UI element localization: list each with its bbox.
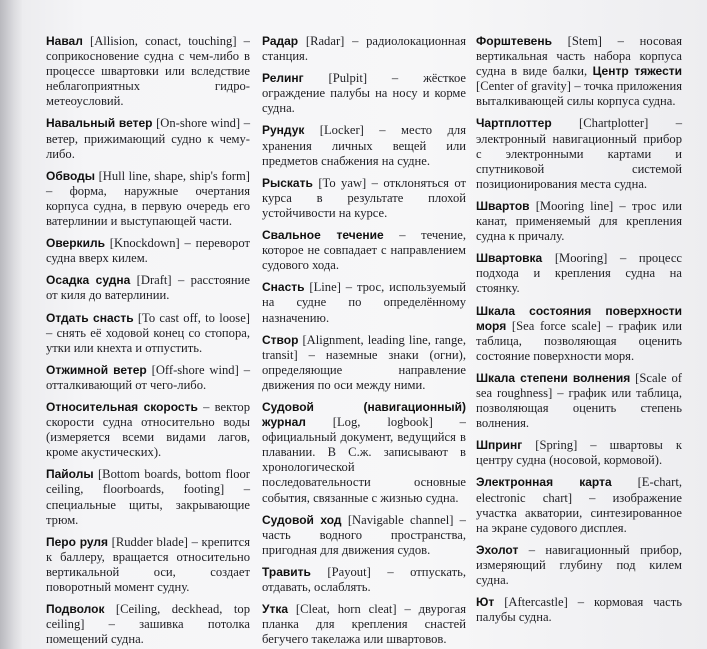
glossary-entry xyxy=(262,400,466,506)
entry-term: Рыскать xyxy=(262,175,313,190)
glossary-entry xyxy=(46,236,250,266)
entry-term: Подволок xyxy=(46,602,105,617)
glossary-entry xyxy=(262,34,466,64)
entry-definition: – отпускать, отдавать, ослаблять. xyxy=(262,564,466,594)
glossary-entry xyxy=(46,400,250,460)
entry-definition: – навигационный прибор, измеряющий глубину под килем судна. xyxy=(476,542,682,587)
entry-definition: – процесс подхода и крепления судна на стоянку. xyxy=(476,251,683,296)
entry-term: Судовой (навигационный) журнал xyxy=(262,399,466,430)
entry-definition: – форма, наружные очертания корпуса судна, в первую очередь его ватерлинии и выступающей части. xyxy=(46,183,250,229)
entry-term: Навальный ветер xyxy=(46,116,153,131)
entry-english: [Payout] xyxy=(327,564,371,579)
entry-english: [Log, logbook] xyxy=(332,415,433,430)
glossary-entry xyxy=(262,602,466,647)
entry-english: [Spring] xyxy=(535,438,578,453)
entry-english: [To yaw] xyxy=(318,175,367,190)
entry-english: [Locker] xyxy=(319,123,364,138)
entry-term: Свальное течение xyxy=(262,228,384,243)
entry-term: Перо руля xyxy=(46,534,109,549)
entry-english: [E-chart, electronic chart] xyxy=(476,475,682,505)
entry-term: Релинг xyxy=(262,71,304,86)
entry-term: Створ xyxy=(262,332,299,347)
entry-definition: – отклоняться от курса в результате плохой устойчивости на курсе. xyxy=(262,175,466,220)
entry-definition: – кормовая часть палубы судна. xyxy=(476,595,682,625)
glossary-column-3 xyxy=(476,34,682,632)
entry-definition: – носовая вертикальная часть набора корпуса судна в виде балки, xyxy=(476,34,682,79)
entry-english: [Pulpit] xyxy=(328,71,368,86)
entry-definition: – крепится к баллеру, вращается относительно вертикальной оси, создает поворотный момент судну. xyxy=(46,534,250,594)
entry-term-2: Центр тяжести xyxy=(592,64,683,79)
entry-english: [Radar] xyxy=(305,34,345,48)
entry-definition: – зашивка потолка помещений судна. xyxy=(46,617,250,647)
entry-english: [Stem] xyxy=(567,34,602,48)
entry-english: [Knockdown] xyxy=(109,236,180,251)
entry-term: Форштевень xyxy=(476,34,552,48)
glossary-entry xyxy=(46,169,250,229)
entry-english: [Chartplotter] xyxy=(579,116,649,131)
entry-term: Травить xyxy=(262,564,311,579)
entry-term: Отдать снасть xyxy=(46,310,134,325)
entry-english: [Bottom boards, bottom floor ceiling, floorboards, footing] xyxy=(46,467,250,497)
entry-term: Ют xyxy=(476,595,495,610)
entry-definition: – график или таблица, позволяющая оценить степень волнения. xyxy=(476,385,682,431)
glossary-entry xyxy=(262,123,466,168)
entry-definition: – изображение участка акватории, синтезированное на экране судового дисплея. xyxy=(476,490,682,535)
glossary-entry xyxy=(262,228,466,273)
entry-term: Относительная скорость xyxy=(46,399,198,414)
entry-definition: – течение, которое не совпадает с направлением судового хода. xyxy=(262,228,466,273)
entry-term: Шкала состояния поверхности моря xyxy=(476,303,682,333)
entry-term: Эхолот xyxy=(476,542,519,557)
entry-term: Чартплоттер xyxy=(476,116,552,131)
entry-term: Утка xyxy=(262,602,289,617)
entry-definition: – наземные знаки (огни), определяющие направление движения по оси между ними. xyxy=(262,347,466,392)
glossary-entry xyxy=(46,535,250,595)
glossary-entry xyxy=(476,438,682,468)
entry-term: Навал xyxy=(46,34,83,48)
entry-definition: – жёсткое ограждение палубы на носу и корме судна. xyxy=(262,71,467,116)
glossary-entry xyxy=(476,304,682,364)
glossary-entry xyxy=(262,513,466,558)
glossary-entry xyxy=(46,116,250,161)
glossary-entry xyxy=(46,467,250,527)
entry-term: Осадка судна xyxy=(46,273,131,288)
entry-definition-2: – точка приложения выталкивающей силы корпуса судна. xyxy=(476,79,683,109)
entry-term: Швартовка xyxy=(476,251,543,266)
entry-english: [Line] xyxy=(309,280,341,295)
entry-definition: – место для хранения личных вещей или предметов снабжения на судне. xyxy=(262,123,466,168)
glossary-entry xyxy=(46,602,250,647)
entry-definition: – официальный документ, ведущийся в плавании. В С.ж. записывают в хронологической последовательности основные события, связанные с жизнью судна. xyxy=(262,415,466,505)
book-binding-shadow xyxy=(0,0,22,649)
entry-term: Судовой ход xyxy=(262,512,342,527)
entry-english: [Scale of sea roughness] xyxy=(476,370,682,400)
entry-term: Рундук xyxy=(262,123,305,138)
glossary-entry xyxy=(46,363,250,393)
entry-term: Шкала степени волнения xyxy=(476,370,631,385)
glossary-column-1 xyxy=(46,34,250,649)
entry-english: [Cleat, horn cleat] xyxy=(295,602,397,617)
entry-term: Радар xyxy=(262,34,299,48)
glossary-entry xyxy=(476,199,682,244)
glossary-entry xyxy=(476,475,682,535)
entry-definition: – график или таблица, позволяющая оценить состояние поверхности моря. xyxy=(476,318,682,363)
glossary-entry xyxy=(476,595,682,625)
entry-term: Шпринг xyxy=(476,438,523,453)
glossary-entry xyxy=(262,280,466,325)
glossary-entry xyxy=(476,371,682,431)
entry-term: Оверкиль xyxy=(46,236,105,251)
entry-definition: – отталкивающий от чего-либо. xyxy=(46,362,250,392)
glossary-entry xyxy=(46,34,250,109)
entry-definition: – ветер, прижимающий судно к чему-либо. xyxy=(46,116,251,161)
entry-term: Пайолы xyxy=(46,467,94,482)
entry-english: [Sea force scale] xyxy=(511,318,601,333)
entry-english: [Alignment, leading line, range, transit] xyxy=(262,332,467,362)
entry-english: [Navigable channel] xyxy=(347,512,454,527)
entry-definition: – радиолокационная станция. xyxy=(262,34,466,64)
glossary-entry xyxy=(262,565,466,595)
glossary-entry xyxy=(46,311,250,356)
entry-definition: – специальные щиты, закрывающие трюм. xyxy=(46,482,250,527)
entry-english: [Mooring] xyxy=(554,251,608,266)
glossary-entry xyxy=(262,176,466,221)
glossary-entry xyxy=(476,251,682,296)
entry-english: [Draft] xyxy=(136,273,172,288)
entry-english-2: [Center of gravity] xyxy=(476,79,571,94)
entry-definition: – расстояние от киля до ватерлинии. xyxy=(46,273,250,303)
entry-english: [Rudder blade] xyxy=(111,534,188,549)
entry-definition: – переворот судна вверх килем. xyxy=(46,236,250,266)
entry-english: [Ceiling, deckhead, top ceiling] xyxy=(46,602,250,632)
entry-definition: – вектор скорости судна относительно воды (измеряется всеми видами лагов, кроме акустических). xyxy=(46,399,251,460)
entry-definition: – трос, используемый на судне по определённому назначению. xyxy=(262,280,467,325)
entry-english: [Allision, conact, touching] xyxy=(90,34,237,48)
entry-english: [Hull line, shape, ship's form] xyxy=(98,168,250,183)
entry-definition: – швартовы к центру судна (носовой, кормовой). xyxy=(476,438,682,468)
glossary-entry xyxy=(476,543,682,588)
entry-english: [To cast off, to loose] xyxy=(137,310,250,325)
entry-term: Снасть xyxy=(262,280,305,295)
glossary-entry xyxy=(476,34,682,109)
glossary-entry xyxy=(46,273,250,303)
entry-definition: – соприкосновение судна с чем-либо в процессе швартовки или вследствие неблагоприятных гидро-метеоусловий. xyxy=(46,34,250,109)
entry-term: Швартов xyxy=(476,198,530,213)
entry-english: [Aftercastle] xyxy=(504,595,568,610)
glossary-entry xyxy=(262,71,466,116)
entry-definition: – трос или канат, применяемый для крепления судна к причалу. xyxy=(476,198,682,244)
entry-english: [Off-shore wind] xyxy=(151,362,239,377)
glossary-column-2 xyxy=(262,34,466,649)
glossary-entry xyxy=(476,116,682,191)
entry-definition: – двурогая планка для крепления снастей бегучего такелажа или швартовов. xyxy=(262,602,466,647)
glossary-entry xyxy=(262,333,466,393)
entry-term: Обводы xyxy=(46,168,96,183)
entry-definition: – электронный навигационный прибор с электронными картами и спутниковой системой позиционирования места судна. xyxy=(476,116,682,191)
entry-english: [On-shore wind] xyxy=(156,116,241,131)
entry-definition: – часть водного пространства, пригодная для движения судов. xyxy=(262,512,466,557)
entry-english: [Mooring line] xyxy=(535,198,614,213)
entry-term: Электронная карта xyxy=(476,475,612,490)
entry-definition: – снять её ходовой конец со стопора, утки или кнехта и отпустить. xyxy=(46,325,250,355)
entry-term: Отжимной ветер xyxy=(46,362,147,377)
